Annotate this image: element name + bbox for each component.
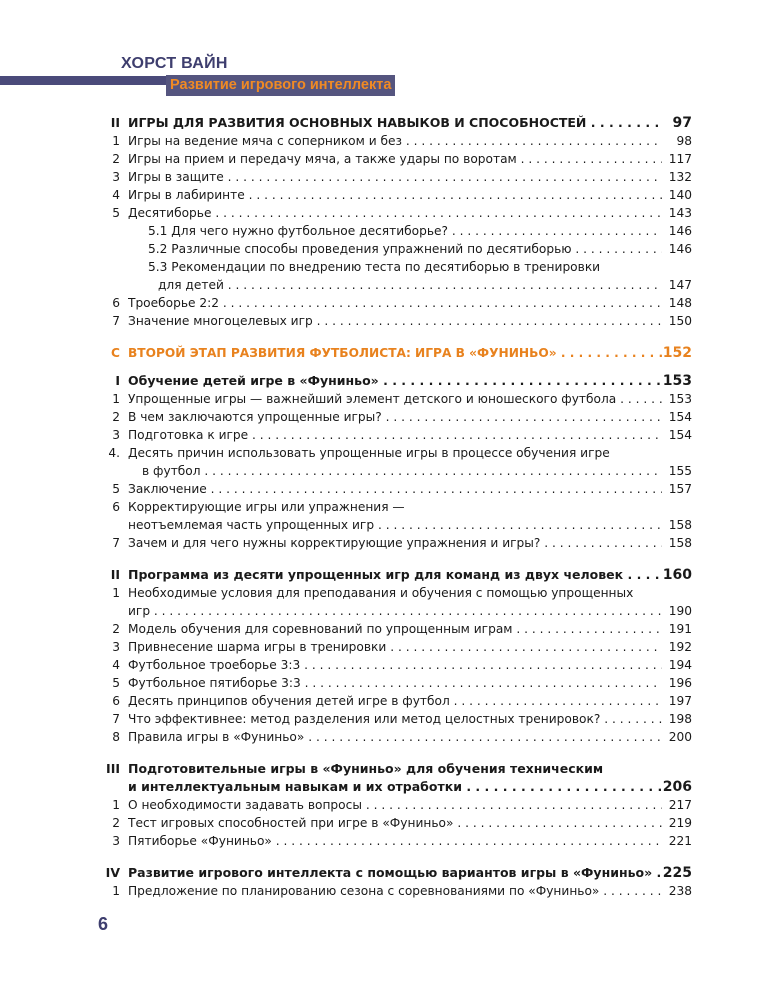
toc-entry[interactable]: 4 Игры в лабиринте . . . 140 bbox=[0, 186, 759, 204]
toc-entry[interactable]: 1 Предложение по планированию сезона с соревнованиями по «Фуниньо» . . . 238 bbox=[0, 882, 759, 900]
toc-entry[interactable]: 1 О необходимости задавать вопросы . . . 217 bbox=[0, 796, 759, 814]
toc-entry[interactable]: 5 Десятиборье . . . 143 bbox=[0, 204, 759, 222]
toc-entry-continued[interactable]: неотъемлемая часть упрощенных игр . . . 158 bbox=[0, 516, 759, 534]
toc-part-c[interactable]: С ВТОРОЙ ЭТАП РАЗВИТИЯ ФУТБОЛИСТА: ИГРА В «ФУНИНЬО» . . . 152 bbox=[0, 344, 759, 362]
toc-entry[interactable]: 4 Футбольное троеборье 3:3 . . . 194 bbox=[0, 656, 759, 674]
spacer bbox=[0, 362, 759, 372]
book-author: ХОРСТ ВАЙН bbox=[121, 55, 228, 72]
toc-entry[interactable]: 2 Тест игровых способностей при игре в «Фуниньо» . . . 219 bbox=[0, 814, 759, 832]
spacer bbox=[0, 746, 759, 760]
toc-entry[interactable]: 6 Десять принципов обучения детей игре в футбол . . . 197 bbox=[0, 692, 759, 710]
toc-section-iii[interactable]: III Подготовительные игры в «Фуниньо» для обучения техническим bbox=[106, 761, 604, 776]
spacer bbox=[0, 850, 759, 864]
toc-subentry[interactable]: 5.2 Различные способы проведения упражнений по десятиборью . . . 146 bbox=[0, 240, 759, 258]
toc-entry[interactable]: 4. Десять причин использовать упрощенные игры в процессе обучения игре bbox=[108, 446, 610, 460]
toc-entry[interactable]: 3 Привнесение шарма игры в тренировки . . . 192 bbox=[0, 638, 759, 656]
toc-entry[interactable]: 3 Игры в защите . . . 132 bbox=[0, 168, 759, 186]
toc-entry[interactable]: 5 Футбольное пятиборье 3:3 . . . 196 bbox=[0, 674, 759, 692]
header-bar bbox=[0, 76, 166, 85]
toc-entry[interactable]: 2 В чем заключаются упрощенные игры? . . . 154 bbox=[0, 408, 759, 426]
toc-entry[interactable]: 8 Правила игры в «Фуниньо» . . . 200 bbox=[0, 728, 759, 746]
spacer bbox=[0, 330, 759, 344]
toc-subentry[interactable]: 5.3 Рекомендации по внедрению теста по десятиборью в тренировки bbox=[148, 260, 601, 274]
toc-entry[interactable]: 1 Необходимые условия для преподавания и обучения с помощью упрощенных bbox=[112, 586, 634, 600]
toc-entry[interactable]: 3 Пятиборье «Фуниньо» . . . 221 bbox=[0, 832, 759, 850]
toc-section-i[interactable]: I Обучение детей игре в «Фуниньо» . . . 153 bbox=[0, 372, 759, 390]
toc-entry[interactable]: 6 Корректирующие игры или упражнения — bbox=[112, 500, 405, 514]
toc-section-ii[interactable]: II ИГРЫ ДЛЯ РАЗВИТИЯ ОСНОВНЫХ НАВЫКОВ И СПОСОБНОСТЕЙ . . . 97 bbox=[0, 114, 759, 132]
toc-entry[interactable]: 1 Упрощенные игры — важнейший элемент детского и юношеского футбола . . . 153 bbox=[0, 390, 759, 408]
toc-section-iii-continued[interactable]: и интеллектуальным навыкам и их отработки . . . 206 bbox=[0, 778, 759, 796]
toc-entry-continued[interactable]: игр . . . 190 bbox=[0, 602, 759, 620]
toc-section-iv[interactable]: IV Развитие игрового интеллекта с помощью вариантов игры в «Фуниньо» . . . 225 bbox=[0, 864, 759, 882]
table-of-contents bbox=[0, 114, 759, 900]
toc-entry[interactable]: 2 Игры на прием и передачу мяча, а также удары по воротам . . . 117 bbox=[0, 150, 759, 168]
toc-entry[interactable]: 7 Зачем и для чего нужны корректирующие упражнения и игры? . . . 158 bbox=[0, 534, 759, 552]
toc-entry[interactable]: 6 Троеборье 2:2 . . . 148 bbox=[0, 294, 759, 312]
toc-section-ii-c[interactable]: II Программа из десяти упрощенных игр для команд из двух человек . . . 160 bbox=[0, 566, 759, 584]
toc-subentry[interactable]: 5.1 Для чего нужно футбольное десятиборье? . . . 146 bbox=[0, 222, 759, 240]
toc-entry[interactable]: 1 Игры на ведение мяча с соперником и без . . . 98 bbox=[0, 132, 759, 150]
toc-subentry-continued[interactable]: для детей . . . 147 bbox=[0, 276, 759, 294]
toc-entry[interactable]: 3 Подготовка к игре . . . 154 bbox=[0, 426, 759, 444]
spacer bbox=[0, 552, 759, 566]
toc-entry[interactable]: 2 Модель обучения для соревнований по упрощенным играм . . . 191 bbox=[0, 620, 759, 638]
toc-entry-continued[interactable]: в футбол . . . 155 bbox=[0, 462, 759, 480]
toc-entry[interactable]: 5 Заключение . . . 157 bbox=[0, 480, 759, 498]
toc-entry[interactable]: 7 Значение многоцелевых игр . . . 150 bbox=[0, 312, 759, 330]
book-subtitle: Развитие игрового интеллекта bbox=[166, 75, 395, 96]
toc-entry[interactable]: 7 Что эффективнее: метод разделения или метод целостных тренировок? . . . 198 bbox=[0, 710, 759, 728]
page-number: 6 bbox=[98, 914, 109, 934]
